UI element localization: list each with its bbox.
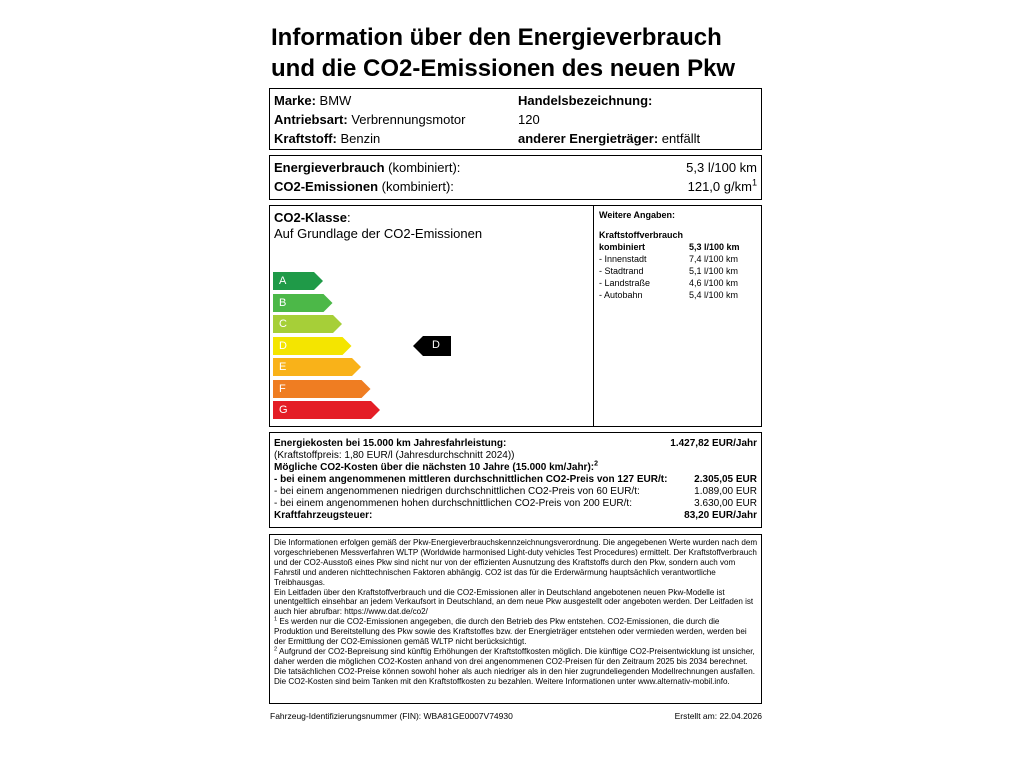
co2-cost-high-label: - bei einem angenommenen hohen durchschnittlichen CO2-Preis von 200 EUR/t: [274, 498, 632, 509]
co2-class-letter-f: F [279, 382, 286, 395]
drive-value: Verbrennungsmotor [351, 112, 466, 127]
co2-class-letter-g: G [279, 404, 288, 416]
co2-box-divider [593, 206, 594, 426]
legal-info-text [274, 538, 758, 687]
energy-consumption-suffix: (kombiniert): [388, 160, 461, 175]
co2-class-band-c [273, 315, 342, 333]
other-energy-label: anderer Energieträger: [518, 131, 659, 146]
co2-class-letter-a: A [279, 275, 287, 287]
co2-class-band-g [273, 401, 380, 419]
consumption-row-value: 4,6 l/100 km [689, 278, 739, 288]
drive-label: Antriebsart: [274, 112, 348, 127]
consumption-row-label: - Innenstadt [599, 254, 647, 264]
title-line-1: Information über den Energieverbrauch [271, 24, 722, 51]
fuel-consumption-heading: Kraftstoffverbrauch [599, 230, 684, 240]
co2-emissions-value: 121,0 g/km [687, 179, 752, 194]
co2-class-label: CO2-Klasse [274, 210, 347, 225]
info-paragraph-2: Ein Leitfaden über den Kraftstoffverbrauch und die CO2-Emissionen aller in Deutschland angebotenen neuen Pkw-Modelle ist unentgeltlich einsehbar an jedem Verkaufsort in Deutschland, an dem neue Pkw ausgestellt oder angeboten werden. Der Leitfaden ist auch hier abrufbar: https://www.dat.de/co2/ [274, 587, 754, 617]
current-class-letter: D [432, 339, 440, 351]
info-paragraph-1: Die Informationen erfolgen gemäß der Pkw-Energieverbrauchskennzeichnungsverordnung. Die angegebenen Werte wurden nach dem vorgeschriebenen Messverfahren WLTP (Worldwide harmonised Light-duty vehicles Test Procedures) ermittelt. Der Kraftstoffverbrauch und der CO2-Ausstoß eines Pkw sind nicht nur von der effizienten Ausnutzung des Kraftstoffs durch den Pkw, sondern auch vom Fahrstil und anderen nichttechnischen Faktoren abhängig. CO2 ist das für die Erderwärmung hauptsächlich verantwortliche Treibhausgas. [274, 538, 758, 587]
created-date: Erstellt am: 22.04.2026 [674, 711, 762, 721]
co2-emissions-label: CO2-Emissionen [274, 179, 379, 194]
co2-costs-heading [274, 462, 598, 473]
consumption-row-label: - Autobahn [599, 290, 643, 300]
footnote-1-text: Es werden nur die CO2-Emissionen angegeben, die durch den Betrieb des Pkw entstehen. CO2-Emissionen, die durch die Produktion und Bereitstellung des Pkw sowie des Kraftstoffes bzw. der Energieträger entstehen oder vermieden werden, werden bei der Ermittlung der CO2-Emissionen gemäß WLTP nicht berücksichtigt. [274, 617, 747, 647]
co2-class-band-f [273, 380, 371, 398]
co2-class-arrow-g [273, 401, 380, 419]
co2-class-arrow-f [273, 380, 371, 398]
co2-cost-low-value: 1.089,00 EUR [694, 486, 757, 497]
page-title [271, 22, 771, 84]
vehicle-tax-value: 83,20 EUR/Jahr [684, 510, 757, 521]
brand-label: Marke: [274, 93, 316, 108]
fuel-value: Benzin [340, 131, 381, 146]
costs-box [269, 432, 762, 528]
vehicle-tax-label: Kraftfahrzeugsteuer: [274, 510, 373, 521]
legal-info-box [269, 534, 762, 704]
fuel-price-note: (Kraftstoffpreis: 1,80 EUR/l (Jahresdurchschnitt 2024)) [274, 450, 515, 461]
consumption-row-label: - Stadtrand [599, 266, 644, 276]
co2-class-heading [274, 210, 351, 225]
co2-class-band-a [273, 272, 323, 290]
co2-costs-label: Mögliche CO2-Kosten über die nächsten 10 Jahre (15.000 km/Jahr): [274, 462, 595, 473]
co2-cost-high-value: 3.630,00 EUR [694, 498, 757, 509]
brand-value: BMW [319, 93, 352, 108]
brand-row [274, 93, 351, 108]
consumption-row-value: 5,1 l/100 km [689, 266, 739, 276]
consumption-row-label: - Landstraße [599, 278, 651, 288]
co2-class-box [269, 205, 762, 427]
consumption-box [269, 155, 762, 200]
co2-class-letter-c: C [279, 318, 287, 330]
consumption-row-value: 5,4 l/100 km [689, 290, 739, 300]
co2-class-band-d [273, 337, 352, 355]
co2-class-band-e [273, 358, 361, 376]
consumption-row-value: 7,4 l/100 km [689, 254, 739, 264]
energy-consumption-row [274, 160, 460, 175]
co2-emissions-row [274, 179, 454, 194]
co2-cost-low-label: - bei einem angenommenen niedrigen durchschnittlichen CO2-Preis von 60 EUR/t: [274, 486, 640, 497]
co2-class-colon: : [346, 210, 351, 225]
co2-emissions-suffix: (kombiniert): [381, 179, 454, 194]
title-line-2: und die CO2-Emissionen des neuen Pkw [271, 55, 736, 82]
combined-value: 5,3 l/100 km [689, 242, 740, 252]
further-details-heading: Weitere Angaben: [599, 210, 676, 220]
vehicle-info-box [269, 88, 762, 150]
energy-consumption-label: Energieverbrauch [274, 160, 385, 175]
co2-cost-mid-label: - bei einem angenommenen mittleren durchschnittlichen CO2-Preis von 127 EUR/t: [274, 474, 668, 485]
info-paragraph-4 [274, 647, 758, 687]
footnote-2-text: Aufgrund der CO2-Bepreisung sind künftig Erhöhungen der Kraftstoffkosten möglich. Die künftige CO2-Preisentwicklung ist unsicher, daher werden die möglichen CO2-Kosten anhand von drei angenommenen CO2-Preisen für den Zeitraum 2025 bis 2034 berechnet. Die tatsächlichen CO2-Preise können sowohl hoher als auch niedriger als in den hier zugrundeliegenden Modellrechnungen ausfallen. Die CO2-Kosten sind beim Tanken mit den Kraftstoffkosten zu bezahlen. Weitere Informationen unter www.alternativ-mobil.info. [274, 646, 755, 686]
info-paragraph-3 [274, 617, 758, 647]
vehicle-fin: Fahrzeug-Identifizierungsnummer (FIN): WBA81GE0007V74930 [270, 711, 513, 721]
footnote-1-marker: 1 [274, 616, 278, 623]
other-energy-value: entfällt [661, 131, 701, 146]
energy-consumption-value: 5,3 l/100 km [686, 160, 757, 175]
co2-emissions-value-wrap [688, 179, 757, 194]
co2-class-band-b [273, 294, 333, 312]
co2-class-letter-b: B [279, 296, 287, 309]
trade-name-value: 120 [518, 112, 540, 127]
combined-label: kombiniert [599, 242, 646, 252]
co2-class-basis: Auf Grundlage der CO2-Emissionen [274, 226, 483, 241]
footnote-2-mark: 2 [594, 460, 599, 468]
other-energy-row [518, 131, 700, 146]
drive-row [274, 112, 466, 127]
energy-costs-label: Energiekosten bei 15.000 km Jahresfahrleistung: [274, 438, 507, 449]
trade-name-label: Handelsbezeichnung: [518, 93, 653, 108]
fuel-label: Kraftstoff: [274, 131, 337, 146]
footnote-1-mark: 1 [751, 177, 757, 188]
fuel-row [274, 131, 380, 146]
footnote-2-marker: 2 [274, 646, 278, 653]
co2-class-letter-d: D [279, 339, 287, 352]
co2-class-letter-e: E [279, 361, 287, 373]
co2-cost-mid-value: 2.305,05 EUR [694, 474, 757, 485]
energy-costs-value: 1.427,82 EUR/Jahr [670, 438, 757, 449]
current-class-indicator [413, 336, 451, 356]
